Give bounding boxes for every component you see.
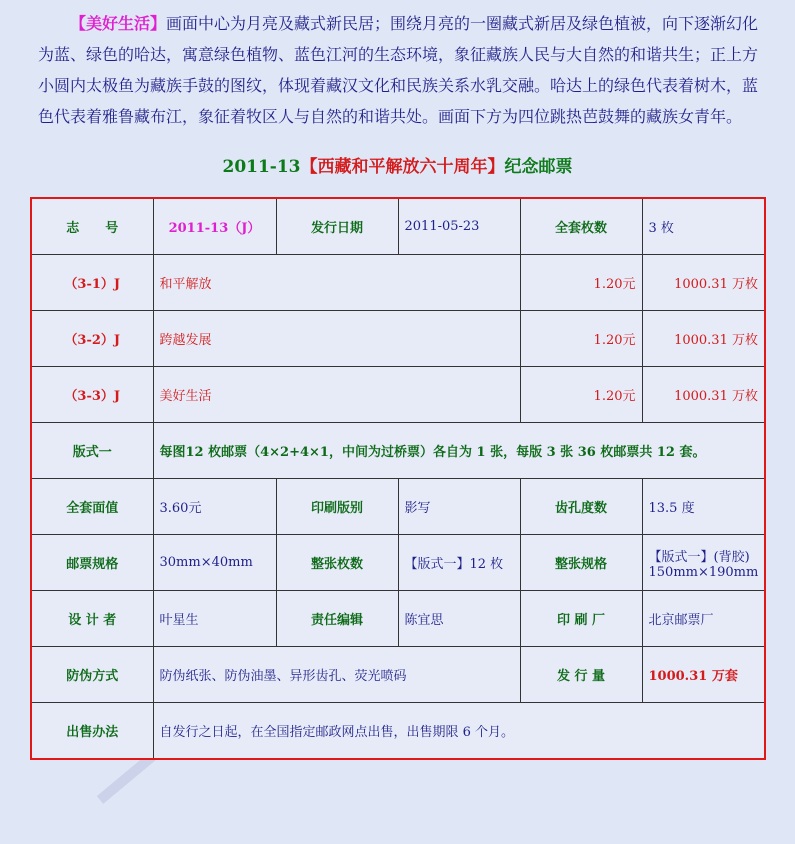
title-name: 【西藏和平解放六十周年】 [300,157,505,177]
stamp-name: 美好生活 [153,367,520,423]
value-face-value: 3.60元 [153,479,276,535]
label-sheet-count: 整张枚数 [276,535,398,591]
label-printer: 印 刷 厂 [520,591,642,647]
stamp-quantity: 1000.31 万枚 [642,311,765,367]
value-serial: 2011-13（J） [153,198,276,255]
value-printer: 北京邮票厂 [642,591,765,647]
label-set-count: 全套枚数 [520,198,642,255]
stamp-price: 1.20元 [520,367,642,423]
label-issue-quantity: 发 行 量 [520,647,642,703]
table-row [31,703,765,760]
title-number: 2011-13 [222,157,301,177]
sheet-size-dimensions: 150mm×190mm [648,564,759,580]
table-row [31,255,765,311]
table-row [31,198,765,255]
label-security: 防伪方式 [31,647,153,703]
stamp-quantity: 1000.31 万枚 [642,367,765,423]
value-format: 每图12 枚邮票（4×2+4×1，中间为过桥票）各自为 1 张，每版 3 张 36 枚邮票共 12 套。 [153,423,765,479]
table-row [31,479,765,535]
value-set-count: 3 枚 [642,198,765,255]
table-row [31,591,765,647]
value-sale-method: 自发行之日起，在全国指定邮政网点出售，出售期限 6 个月。 [153,703,765,760]
table-row [31,647,765,703]
value-print-method: 影写 [398,479,520,535]
stamp-name: 跨越发展 [153,311,520,367]
stamp-price: 1.20元 [520,255,642,311]
label-sheet-size: 整张规格 [520,535,642,591]
value-issue-date: 2011-05-23 [398,198,520,255]
stamp-info-table [30,197,766,760]
table-row [31,311,765,367]
stamp-code: （3-2）J [31,311,153,367]
value-sheet-count: 【版式一】12 枚 [398,535,520,591]
stamp-description [38,8,768,132]
value-designer: 叶星生 [153,591,276,647]
label-perforation: 齿孔度数 [520,479,642,535]
title-suffix: 纪念邮票 [504,157,573,177]
table-row [31,535,765,591]
stamp-price: 1.20元 [520,311,642,367]
label-sale-method: 出售办法 [31,703,153,760]
stamp-code: （3-1）J [31,255,153,311]
stamp-quantity: 1000.31 万枚 [642,255,765,311]
label-serial: 志 号 [31,198,153,255]
stamp-name: 和平解放 [153,255,520,311]
label-print-method: 印刷版别 [276,479,398,535]
label-designer: 设 计 者 [31,591,153,647]
label-editor: 责任编辑 [276,591,398,647]
value-issue-quantity: 1000.31 万套 [642,647,765,703]
page-title [0,152,795,177]
value-security: 防伪纸张、防伪油墨、异形齿孔、荧光喷码 [153,647,520,703]
value-sheet-size [642,535,765,591]
label-face-value: 全套面值 [31,479,153,535]
label-format: 版式一 [31,423,153,479]
table-row [31,423,765,479]
value-perforation: 13.5 度 [642,479,765,535]
label-issue-date: 发行日期 [276,198,398,255]
sheet-size-format: 【版式一】(背胶) [648,549,750,565]
label-stamp-size: 邮票规格 [31,535,153,591]
description-tag: 【美好生活】 [70,14,167,33]
value-stamp-size: 30mm×40mm [153,535,276,591]
description-text: 画面中心为月亮及藏式新民居；围绕月亮的一圈藏式新居及绿色植被，向下逐渐幻化为蓝、绿色的哈达，寓意绿色植物、蓝色江河的生态环境，象征藏族人民与大自然的和谐共生；正上方小圆内太极鱼为藏族手鼓的图纹，体现着藏汉文化和民族关系水乳交融。哈达上的绿色代表着树木，蓝色代表着雅鲁藏布江，象征着牧区人与自然的和谐共处。画面下方为四位跳热芭鼓舞的藏族女青年。 [38,14,759,126]
table-row [31,367,765,423]
value-editor: 陈宜思 [398,591,520,647]
stamp-code: （3-3）J [31,367,153,423]
